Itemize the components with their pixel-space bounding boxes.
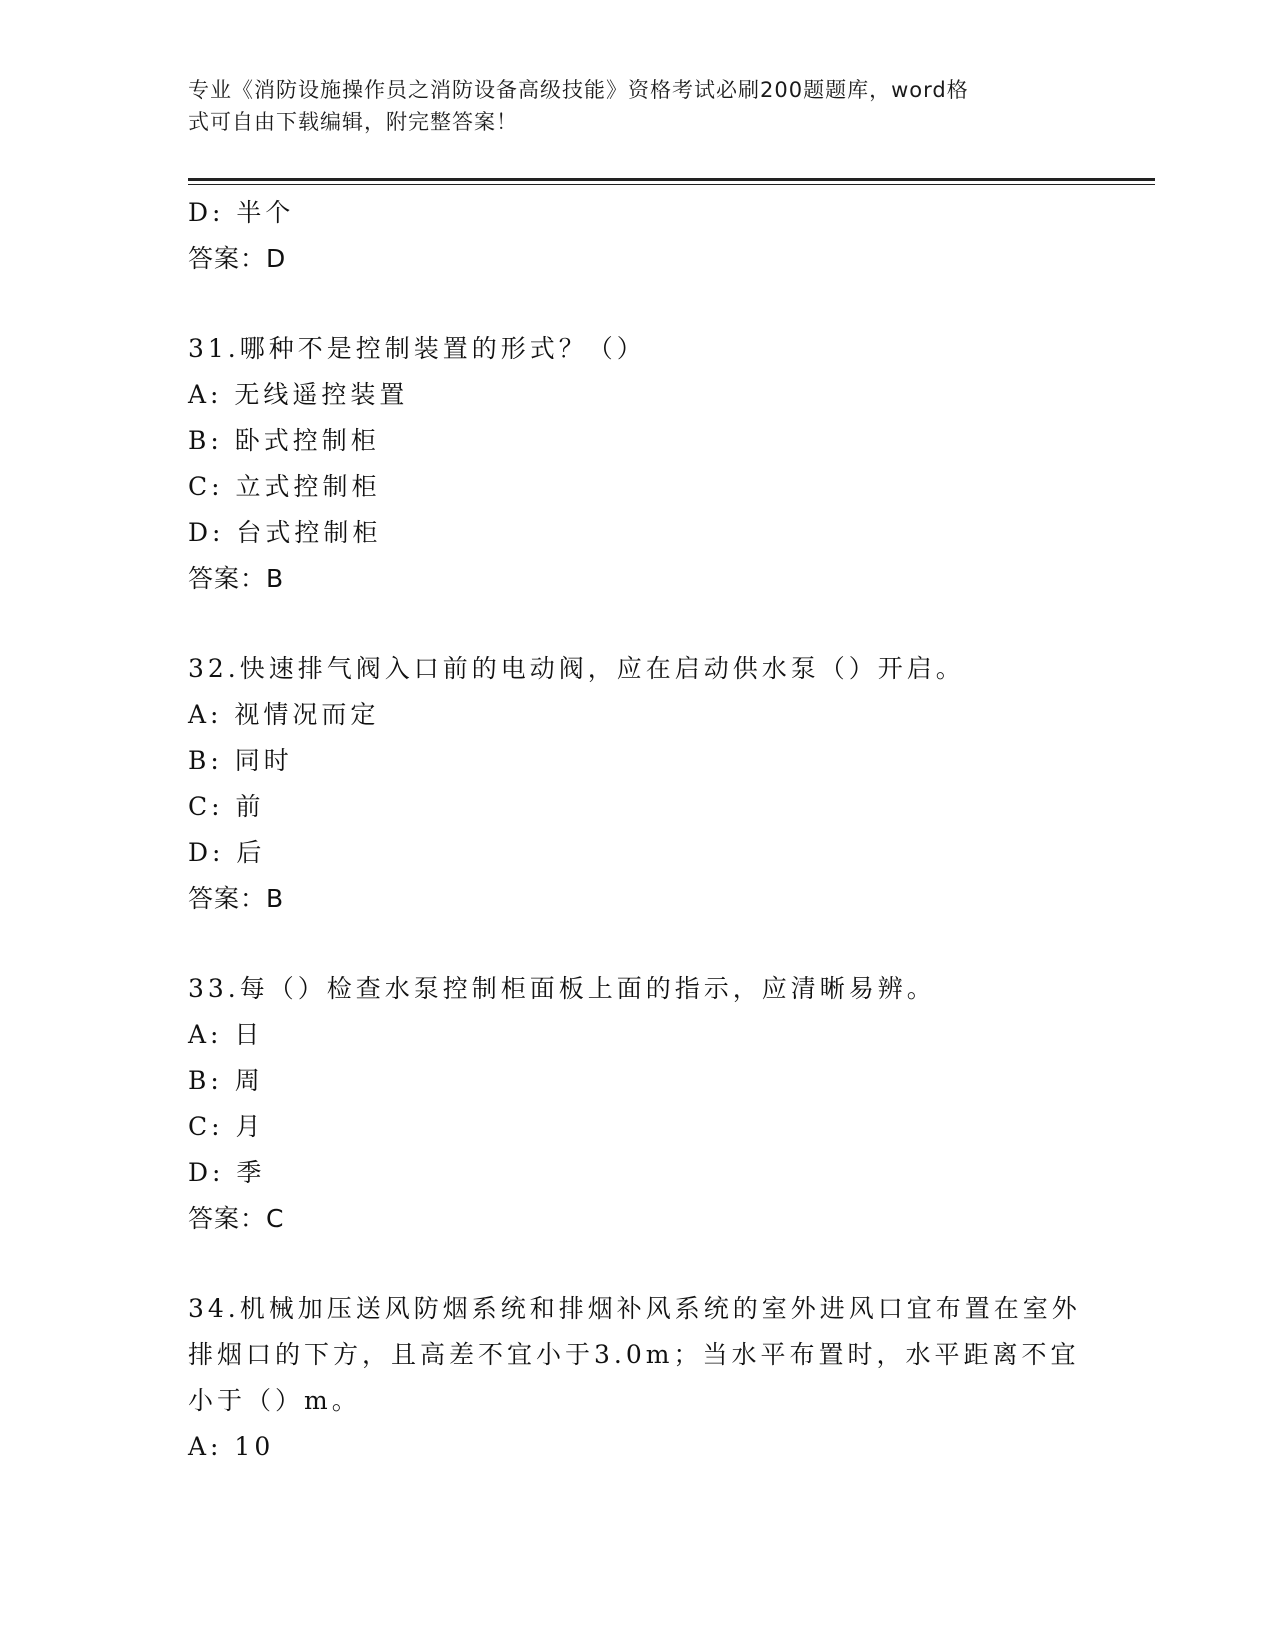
header-divider xyxy=(188,178,1155,181)
question-stem: 32.快速排气阀入口前的电动阀，应在启动供水泵（）开启。 xyxy=(188,654,965,683)
option-c: C: 月 xyxy=(188,1112,265,1141)
header-title-line-1: 专业《消防设施操作员之消防设备高级技能》资格考试必刷200题题库，word格 xyxy=(188,78,969,102)
header-title-line-2: 式可自由下载编辑，附完整答案！ xyxy=(188,110,518,134)
option-a: A: 10 xyxy=(188,1432,275,1461)
question-stem-line-2: 排烟口的下方，且高差不宜小于3.0m；当水平布置时，水平距离不宜 xyxy=(188,1340,1080,1369)
question-31 xyxy=(188,326,1088,602)
question-stem xyxy=(188,1286,1081,1424)
question-32 xyxy=(188,646,1088,922)
question-34 xyxy=(188,1286,1088,1470)
option-d: D: 台式控制柜 xyxy=(188,518,382,547)
option-d: D: 季 xyxy=(188,1158,266,1187)
option-b: B: 卧式控制柜 xyxy=(188,426,380,455)
question-stem-line-1: 34.机械加压送风防烟系统和排烟补风系统的室外进风口宜布置在室外 xyxy=(188,1294,1081,1323)
option-b: B: 同时 xyxy=(188,746,293,775)
answer-line: 答案：B xyxy=(188,564,285,593)
option-b: B: 周 xyxy=(188,1066,264,1095)
option-a: A: 无线遥控装置 xyxy=(188,380,409,409)
header-divider-thin xyxy=(188,184,1155,185)
question-33 xyxy=(188,966,1088,1242)
question-stem-line-3: 小于（）m。 xyxy=(188,1386,361,1415)
question-list xyxy=(188,190,1088,1470)
answer-line: 答案：C xyxy=(188,1204,285,1233)
answer-line: 答案：D xyxy=(188,244,287,273)
answer-line: 答案：B xyxy=(188,884,285,913)
option-a: A: 日 xyxy=(188,1020,264,1049)
option-d: D: 后 xyxy=(188,838,266,867)
document-header xyxy=(188,74,1068,138)
question-stem: 31.哪种不是控制装置的形式？（） xyxy=(188,334,646,363)
question-stem: 33.每（）检查水泵控制柜面板上面的指示，应清晰易辨。 xyxy=(188,974,936,1003)
option-c: C: 前 xyxy=(188,792,265,821)
option-a: A: 视情况而定 xyxy=(188,700,380,729)
option-d: D: 半个 xyxy=(188,198,295,227)
option-c: C: 立式控制柜 xyxy=(188,472,381,501)
